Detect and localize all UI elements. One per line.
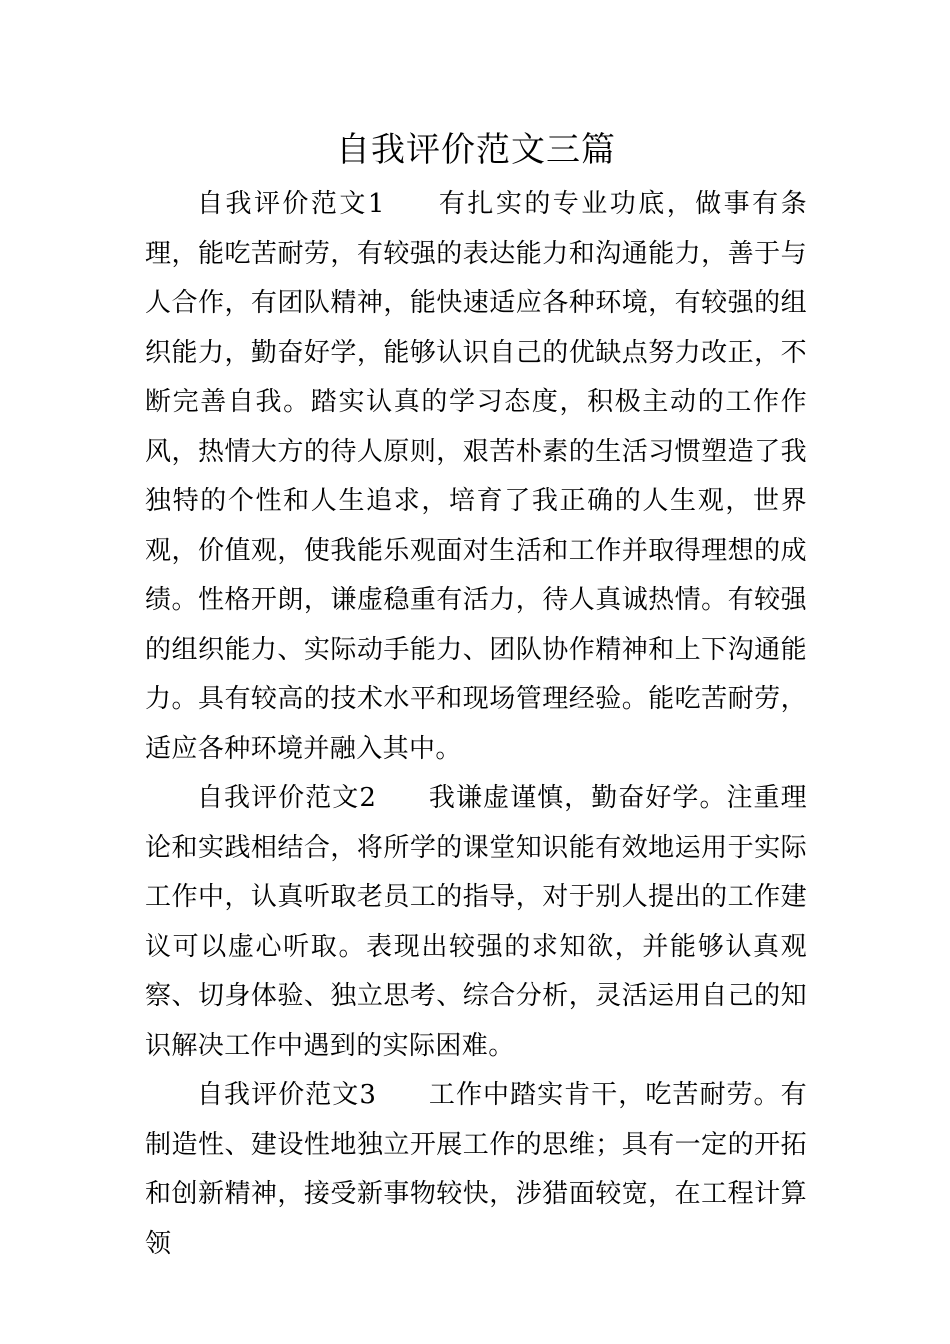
- document-title: 自我评价范文三篇: [336, 130, 616, 170]
- section-1-paragraph: [145, 180, 807, 774]
- section-2-label: 自我评价范文2: [197, 783, 377, 813]
- section-1-text: 有扎实的专业功底，做事有条理，能吃苦耐劳，有较强的表达能力和沟通能力，善于与人合作，有团队精神，能快速适应各种环境，有较强的组织能力，勤奋好学，能够认识自己的优缺点努力改正，不断完善自我。踏实认真的学习态度，积极主动的工作作风，热情大方的待人原则，艰苦朴素的生活习惯塑造了我独特的个性和人生追求，培育了我正确的人生观，世界观，价值观，使我能乐观面对生活和工作并取得理想的成绩。性格开朗，谦虚稳重有活力，待人真诚热情。有较强的组织能力、实际动手能力、团队协作精神和上下沟通能力。具有较高的技术水平和现场管理经验。能吃苦耐劳，适应各种环境并融入其中。: [145, 189, 808, 764]
- section-2-paragraph: [145, 774, 807, 1071]
- section-3-text: 工作中踏实肯干，吃苦耐劳。有制造性、建设性地独立开展工作的思维；具有一定的开拓和创新精神，接受新事物较快，涉猎面较宽，在工程计算领: [145, 1080, 807, 1259]
- section-2-text: 我谦虚谨慎，勤奋好学。注重理论和实践相结合，将所学的课堂知识能有效地运用于实际工作中，认真听取老员工的指导，对于别人提出的工作建议可以虚心听取。表现出较强的求知欲，并能够认真观察、切身体验、独立思考、综合分析，灵活运用自己的知识解决工作中遇到的实际困难。: [145, 783, 807, 1061]
- section-3-paragraph: [145, 1071, 807, 1269]
- document-page: [145, 120, 807, 1269]
- section-3-label: 自我评价范文3: [197, 1080, 377, 1110]
- section-1-label: 自我评价范文1: [197, 189, 385, 219]
